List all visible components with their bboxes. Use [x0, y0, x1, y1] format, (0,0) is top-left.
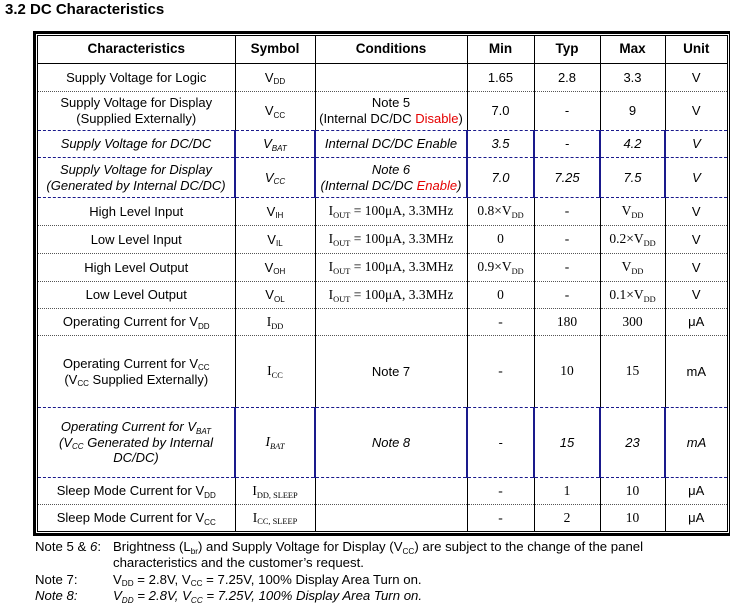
- cell-min: 7.0: [467, 158, 534, 198]
- cell-typ: -: [534, 226, 600, 254]
- table-row: [38, 92, 727, 131]
- cell-typ: 180: [534, 309, 600, 336]
- cell-symbol: $I_{DD}$: [235, 309, 315, 336]
- cell-unit: V: [665, 64, 727, 92]
- column-header: Symbol: [235, 36, 315, 64]
- cell-min: 7.0: [467, 92, 534, 131]
- cell-characteristic: Low Level Output: [38, 282, 235, 309]
- cell-max: 7.5: [600, 158, 665, 198]
- note-row: [35, 539, 727, 572]
- note-text: Brightness $(L_{br})$ and Supply Voltage for Display $(V_{CC})$ are subject to the change of the panel characteristics and the customer’s request.: [113, 539, 644, 571]
- cell-min: -: [467, 408, 534, 478]
- cell-max: 10: [600, 478, 665, 505]
- cell-unit: V: [665, 254, 727, 282]
- cell-min: -: [467, 336, 534, 408]
- cell-unit: mA: [665, 408, 727, 478]
- cell-conditions: Note 5 (Internal DC/DC Disable): [315, 92, 467, 131]
- cell-unit: V: [665, 198, 727, 226]
- cell-conditions: Internal DC/DC Enable: [315, 131, 467, 158]
- cell-symbol: $V_{OH}$: [235, 254, 315, 282]
- cell-max: 4.2: [600, 131, 665, 158]
- table-row: [38, 131, 727, 158]
- cell-conditions: Note 8: [315, 408, 467, 478]
- cell-max: $V_{DD}$: [600, 254, 665, 282]
- cell-conditions: $I_{OUT} = 100\mu A$, 3.3MHz: [315, 198, 467, 226]
- table-inner-border: [37, 35, 728, 532]
- cell-unit: V: [665, 131, 727, 158]
- cell-max: $V_{DD}$: [600, 198, 665, 226]
- cell-symbol: $V_{IH}$: [235, 198, 315, 226]
- note-row: [35, 588, 727, 604]
- cell-conditions: $I_{OUT} = 100\mu A$, 3.3MHz: [315, 282, 467, 309]
- cell-conditions: Note 7: [315, 336, 467, 408]
- cell-min: 1.65: [467, 64, 534, 92]
- cell-max: 3.3: [600, 64, 665, 92]
- cell-max: 300: [600, 309, 665, 336]
- cell-characteristic: High Level Input: [38, 198, 235, 226]
- cell-symbol: $V_{BAT}$: [235, 131, 315, 158]
- cell-characteristic: Supply Voltage for DC/DC: [38, 131, 235, 158]
- cell-max: 23: [600, 408, 665, 478]
- note-row: [35, 572, 727, 588]
- cell-max: $0.2\times V_{DD}$: [600, 226, 665, 254]
- section-heading: 3.2 DC Characteristics: [5, 1, 165, 18]
- table-row: [38, 64, 727, 92]
- cell-unit: mA: [665, 336, 727, 408]
- cell-conditions: $I_{OUT} = 100\mu A$, 3.3MHz: [315, 226, 467, 254]
- column-header: Max: [600, 36, 665, 64]
- cell-symbol: $V_{DD}$: [235, 64, 315, 92]
- cell-conditions: [315, 309, 467, 336]
- column-header: Conditions: [315, 36, 467, 64]
- cell-typ: 7.25: [534, 158, 600, 198]
- cell-max: 15: [600, 336, 665, 408]
- cell-symbol: $V_{OL}$: [235, 282, 315, 309]
- cell-symbol: $I_{CC, SLEEP}$: [235, 505, 315, 531]
- cell-characteristic: Sleep Mode Current for $V_{CC}$: [38, 505, 235, 531]
- cell-symbol: $I_{BAT}$: [235, 408, 315, 478]
- cell-typ: -: [534, 254, 600, 282]
- cell-min: $0.9\times V_{DD}$: [467, 254, 534, 282]
- dc-table: [38, 36, 727, 531]
- cell-conditions: Note 6 (Internal DC/DC Enable): [315, 158, 467, 198]
- cell-typ: 15: [534, 408, 600, 478]
- cell-symbol: $V_{IL}$: [235, 226, 315, 254]
- cell-typ: -: [534, 282, 600, 309]
- note-label: Note 5 & 6:: [35, 539, 101, 554]
- cell-characteristic: Sleep Mode Current for $V_{DD}$: [38, 478, 235, 505]
- note-label: Note 7:: [35, 571, 78, 587]
- cell-characteristic: Supply Voltage for Display (Generated by Internal DC/DC): [38, 158, 235, 198]
- notes: [35, 539, 727, 604]
- cell-conditions: [315, 505, 467, 531]
- cell-max: 10: [600, 505, 665, 531]
- cell-conditions: $I_{OUT} = 100\mu A$, 3.3MHz: [315, 254, 467, 282]
- cell-characteristic: Low Level Input: [38, 226, 235, 254]
- note-text: $V_{DD} = 2.8V$, $V_{CC} = 7.25V$, 100% Display Area Turn on.: [113, 571, 422, 589]
- cell-symbol: $I_{CC}$: [235, 336, 315, 408]
- cell-min: 0: [467, 226, 534, 254]
- table-row: [38, 336, 727, 408]
- cell-unit: V: [665, 226, 727, 254]
- table-row: [38, 254, 727, 282]
- note-text: $V_{DD} = 2.8V$, $V_{CC} = 7.25V$, 100% Display Area Turn on.: [113, 588, 423, 605]
- cell-characteristic: Operating Current for $V_{BAT}$ ($V_{CC}$ Generated by Internal DC/DC): [38, 408, 235, 478]
- column-header: Unit: [665, 36, 727, 64]
- cell-conditions: [315, 478, 467, 505]
- cell-symbol: $I_{DD, SLEEP}$: [235, 478, 315, 505]
- table-row: [38, 158, 727, 198]
- table-row: [38, 309, 727, 336]
- note-label: Note 8:: [35, 588, 78, 604]
- table-row: [38, 505, 727, 531]
- dc-characteristics-table: [33, 31, 730, 536]
- cell-max: $0.1\times V_{DD}$: [600, 282, 665, 309]
- cell-max: 9: [600, 92, 665, 131]
- cell-min: $0.8\times V_{DD}$: [467, 198, 534, 226]
- cell-characteristic: Operating Current for $V_{CC}$ ($V_{CC}$ Supplied Externally): [38, 336, 235, 408]
- cell-min: -: [467, 478, 534, 505]
- cell-typ: 2.8: [534, 64, 600, 92]
- cell-unit: μA: [665, 478, 727, 505]
- cell-conditions: [315, 64, 467, 92]
- table-header-row: [38, 36, 727, 64]
- cell-typ: 2: [534, 505, 600, 531]
- cell-min: -: [467, 309, 534, 336]
- cell-unit: μA: [665, 309, 727, 336]
- cell-symbol: $V_{CC}$: [235, 92, 315, 131]
- cell-characteristic: High Level Output: [38, 254, 235, 282]
- cell-min: 3.5: [467, 131, 534, 158]
- cell-unit: V: [665, 282, 727, 309]
- cell-typ: -: [534, 198, 600, 226]
- table-row: [38, 408, 727, 478]
- cell-min: -: [467, 505, 534, 531]
- cell-min: 0: [467, 282, 534, 309]
- table-row: [38, 478, 727, 505]
- cell-unit: V: [665, 158, 727, 198]
- cell-typ: -: [534, 92, 600, 131]
- cell-typ: -: [534, 131, 600, 158]
- cell-characteristic: Operating Current for $V_{DD}$: [38, 309, 235, 336]
- column-header: Typ: [534, 36, 600, 64]
- cell-symbol: $V_{CC}$: [235, 158, 315, 198]
- cell-typ: 10: [534, 336, 600, 408]
- table-row: [38, 226, 727, 254]
- column-header: Characteristics: [38, 36, 235, 64]
- table-row: [38, 282, 727, 309]
- column-header: Min: [467, 36, 534, 64]
- cell-unit: μA: [665, 505, 727, 531]
- cell-characteristic: Supply Voltage for Logic: [66, 69, 207, 85]
- cell-unit: V: [665, 92, 727, 131]
- cell-characteristic: Supply Voltage for Display (Supplied Externally): [38, 92, 235, 131]
- table-row: [38, 198, 727, 226]
- cell-typ: 1: [534, 478, 600, 505]
